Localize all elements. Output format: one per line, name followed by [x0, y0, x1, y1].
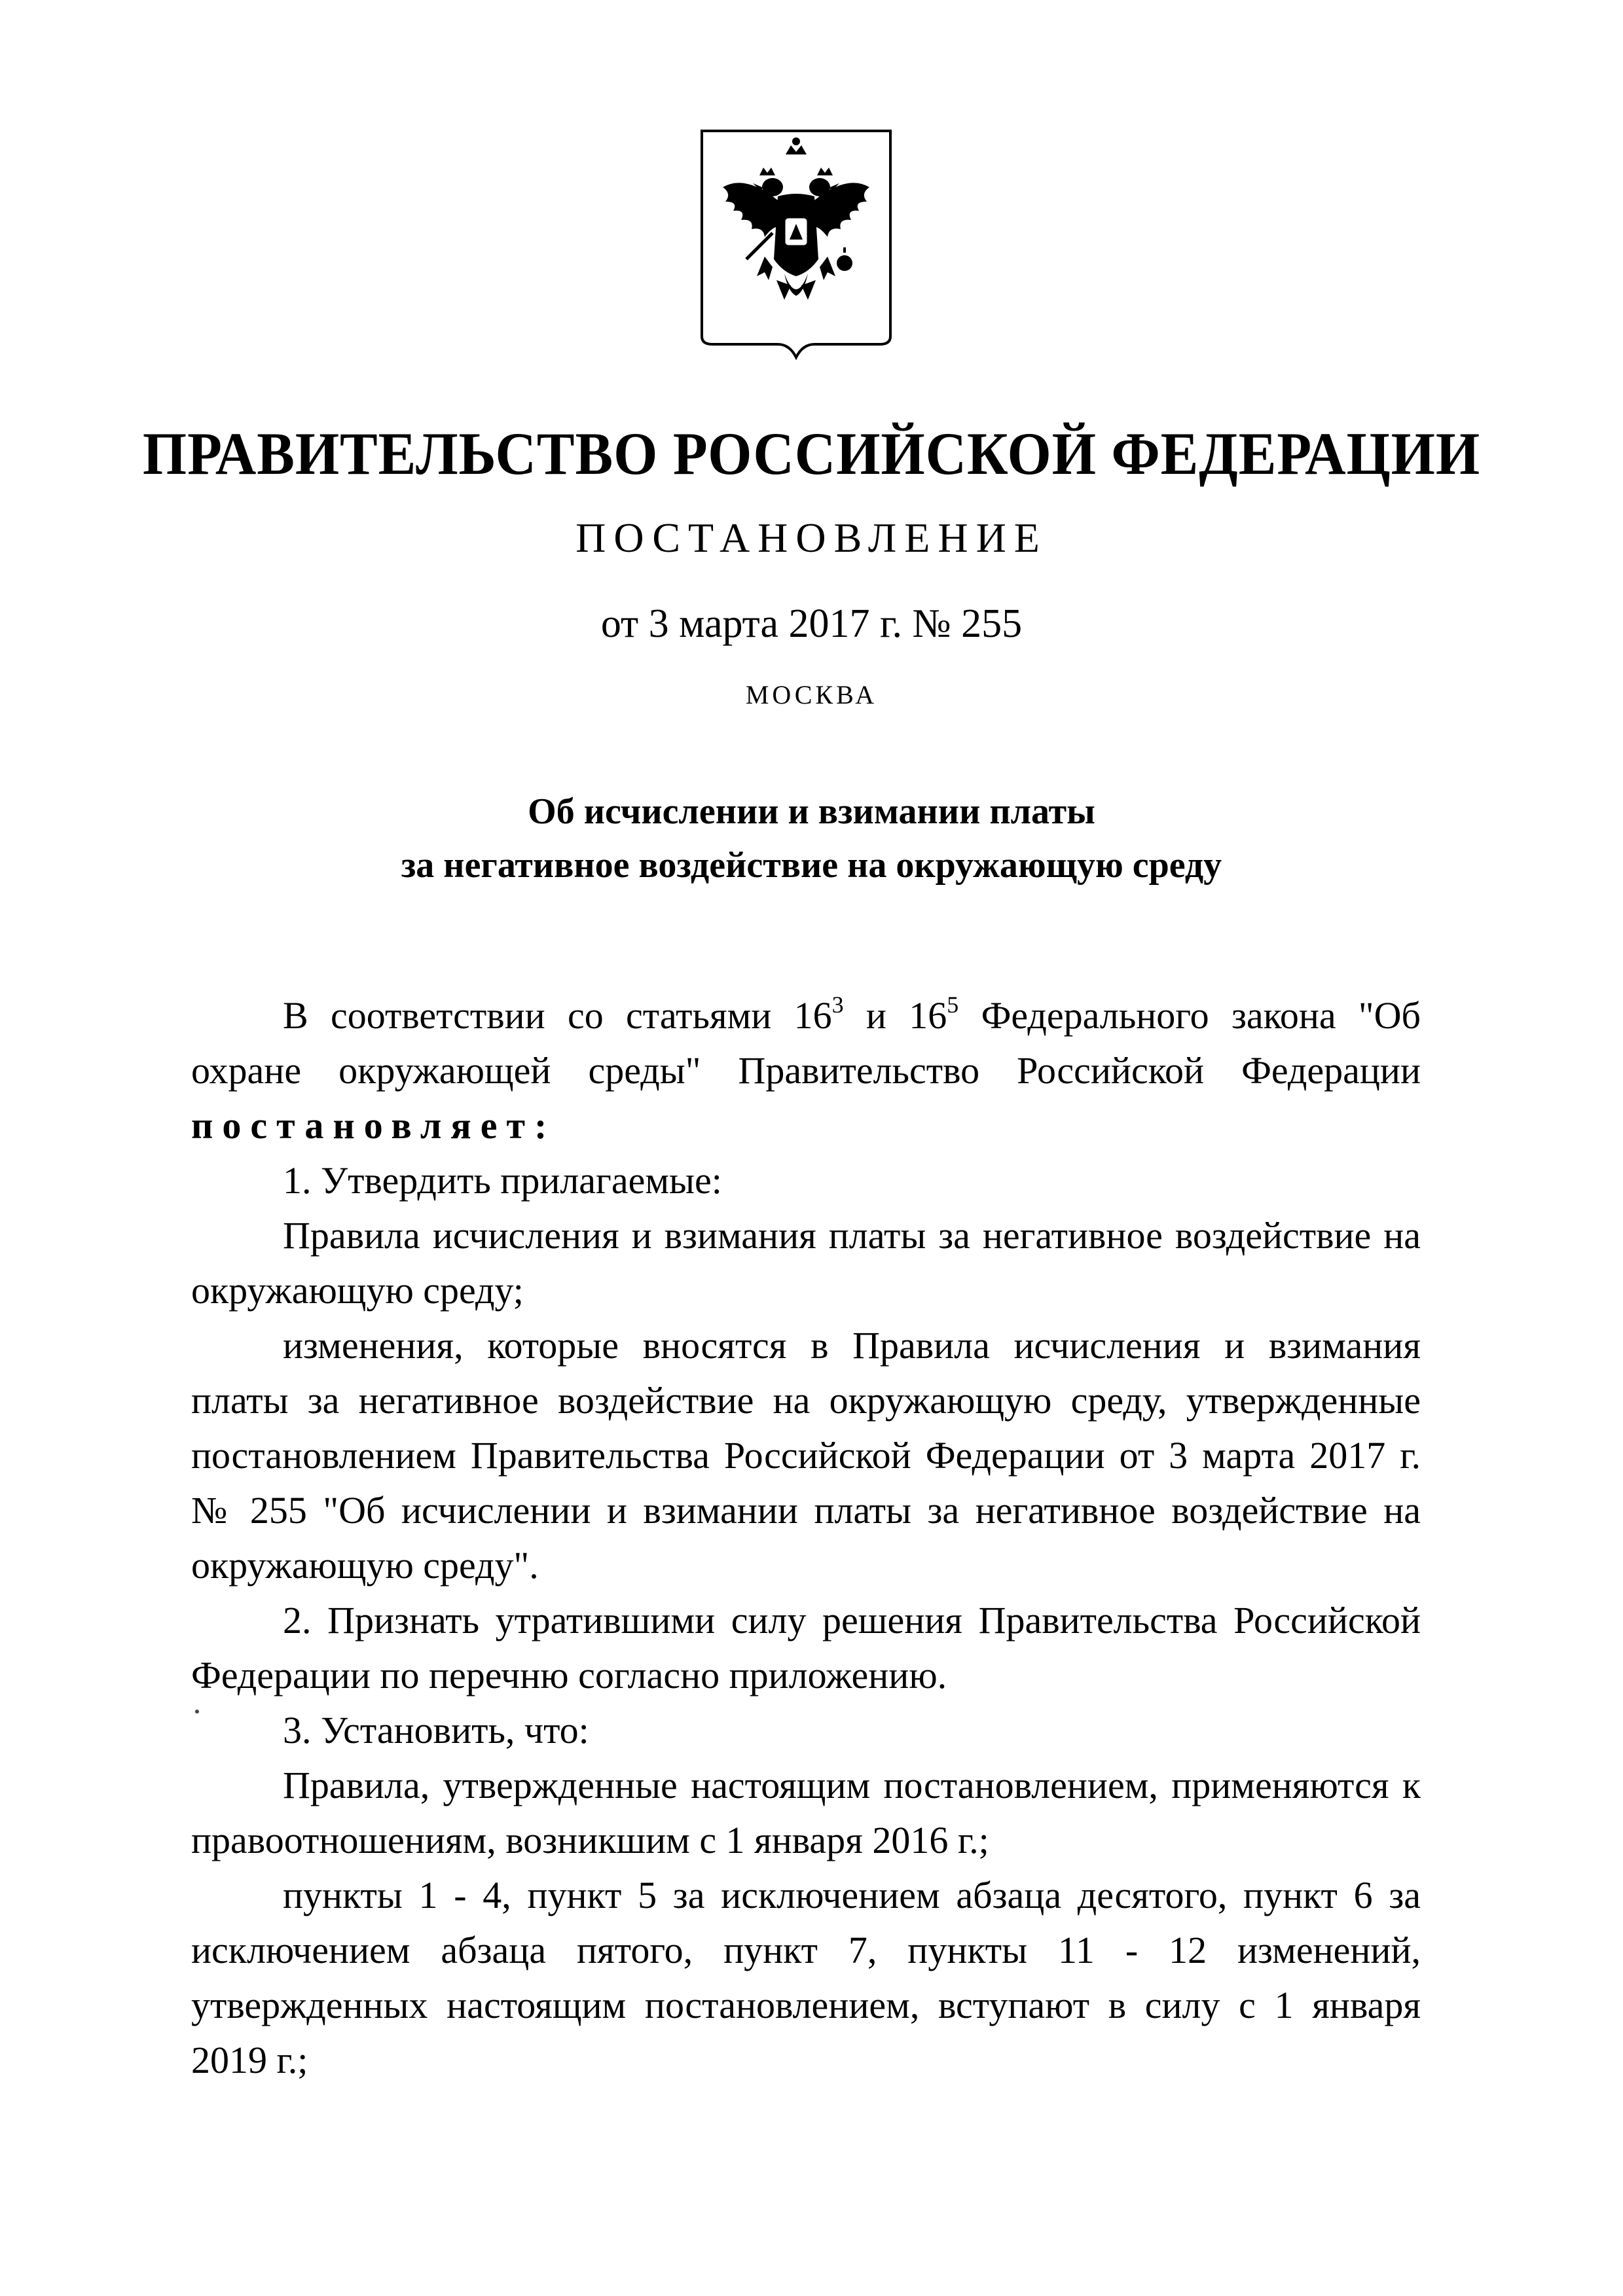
paragraph-rules-effect: Правила, утвержденные настоящим постановлением, применяются к правоотношениям, возникшим с 1 января 2016 г.;: [191, 1764, 1421, 1861]
paragraph-item-2: 2. Признать утратившими силу решения Правительства Российской Федерации по перечню согласно приложению.: [191, 1599, 1421, 1696]
preamble-part-3: Федерального закона "Об охране окружающей среды" Правительство Российской Федерации: [191, 994, 1421, 1092]
document-date-number: от 3 марта 2017 г. № 255: [600, 601, 1023, 646]
preamble-part-1: В соответствии со статьями 16: [283, 994, 832, 1037]
paragraph-amendments-effect: пункты 1 - 4, пункт 5 за исключением абзаца десятого, пункт 6 за исключением абзаца пятого, пункт 7, пункты 11 - 12 изменений, утвержденных настоящим постановлением, вступают в силу с 1 января 2019 г.;: [191, 1874, 1421, 2081]
paragraph-item-3: 3. Установить, что:: [283, 1709, 589, 1751]
paragraph-item-1: 1. Утвердить прилагаемые:: [283, 1159, 722, 1202]
preamble-part-2: и 16: [843, 994, 947, 1037]
subject-line-1: Об исчислении и взимании платы: [528, 791, 1095, 832]
document-city: МОСКВА: [745, 680, 878, 709]
document-type: ПОСТАНОВЛЕНИЕ: [575, 514, 1048, 561]
article-superscript-1: 3: [831, 992, 844, 1018]
government-title: ПРАВИТЕЛЬСТВО РОССИЙСКОЙ ФЕДЕРАЦИИ: [142, 420, 1481, 487]
subject-line-2: за негативное воздействие на окружающую среду: [401, 845, 1222, 886]
coat-of-arms-icon: [699, 128, 893, 360]
paragraph-amendments: изменения, которые вносятся в Правила исчисления и взимания платы за негативное воздействие на окружающую среду, утвержденные постановлением Правительства Российской Федерации от 3 марта 2017 г. № 255 "Об исчислении и взимании платы за негативное воздействие на окружающую среду".: [191, 1324, 1421, 1587]
document-body: [191, 988, 1421, 2088]
preamble-paragraph: [191, 988, 1421, 1153]
decree-word: постановляет:: [191, 1104, 556, 1147]
scan-speck: [195, 1710, 199, 1713]
article-superscript-2: 5: [947, 992, 959, 1018]
paragraph-rules: Правила исчисления и взимания платы за негативное воздействие на окружающую среду;: [191, 1214, 1421, 1312]
